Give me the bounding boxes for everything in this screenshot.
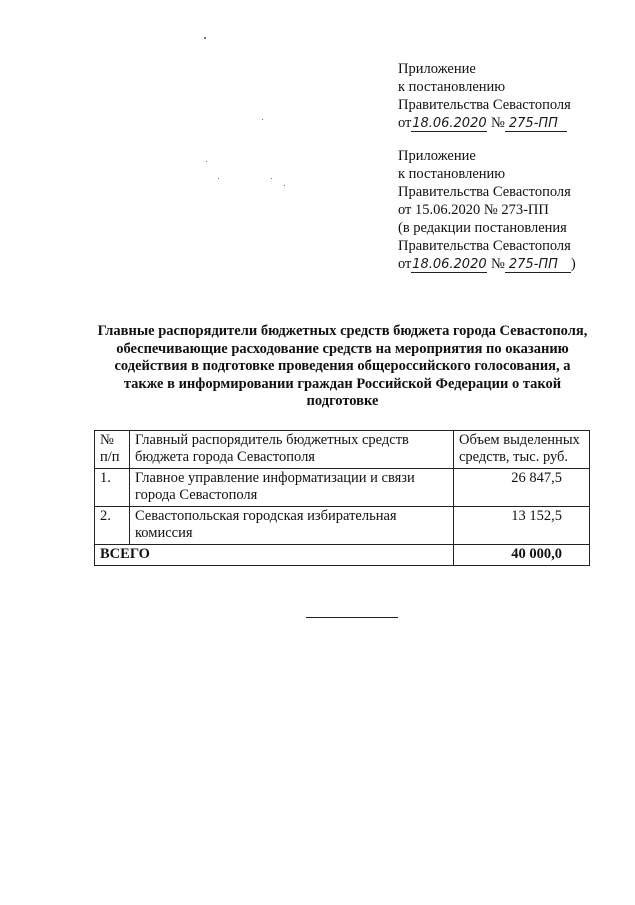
row-amount: 26 847,5 xyxy=(454,469,590,507)
table-row xyxy=(95,469,590,507)
column-header-number: № п/п xyxy=(95,431,130,469)
row-manager: Севастопольская городская избирательная комиссия xyxy=(130,507,454,545)
handwritten-date: 18.06.2020 xyxy=(412,116,487,131)
from-label: от xyxy=(398,256,412,272)
appendix-header-1 xyxy=(398,60,571,132)
table-total-row xyxy=(95,545,590,566)
revision-note: (в редакции постановления xyxy=(398,220,567,236)
appendix-ref-line: к постановлению xyxy=(398,79,506,95)
appendix-ref-line: к постановлению xyxy=(398,166,506,182)
row-number: 2. xyxy=(95,507,130,545)
appendix-authority: Правительства Севастополя xyxy=(398,184,571,200)
scan-speck xyxy=(206,161,207,162)
column-header-amount: Объем выделенных средств, тыс. руб. xyxy=(454,431,590,469)
appendix-date-line xyxy=(398,255,576,273)
table-header-row xyxy=(95,431,590,469)
scan-speck xyxy=(284,185,285,186)
handwritten-date: 18.06.2020 xyxy=(412,257,487,272)
table-row xyxy=(95,507,590,545)
document-title: Главные распорядители бюджетных средств бюджета города Севастополя, обеспечивающие расходование средств на мероприятия по оказанию содействия в подготовке проведения общероссийского голосования, а также в информировании граждан Российской Федерации о такой подготовке xyxy=(97,323,588,409)
row-number: 1. xyxy=(95,469,130,507)
closing-rule xyxy=(306,617,398,618)
appendix-label: Приложение xyxy=(398,148,476,164)
scan-speck xyxy=(271,178,272,179)
appendix-authority: Правительства Севастополя xyxy=(398,97,571,113)
total-label: ВСЕГО xyxy=(95,545,454,566)
total-amount: 40 000,0 xyxy=(454,545,590,566)
appendix-date-line xyxy=(398,114,571,132)
column-header-manager: Главный распорядитель бюджетных средств бюджета города Севастополя xyxy=(130,431,454,469)
scan-speck xyxy=(262,119,263,120)
number-sign: № xyxy=(491,115,505,131)
closing-paren: ) xyxy=(570,256,576,272)
scan-speck xyxy=(204,37,206,39)
handwritten-number: 275-ПП xyxy=(505,258,571,273)
row-manager: Главное управление информатизации и связи города Севастополя xyxy=(130,469,454,507)
scan-speck xyxy=(218,178,219,179)
number-sign: № xyxy=(491,256,505,272)
appendix-label: Приложение xyxy=(398,61,476,77)
original-resolution-line: от 15.06.2020 № 273-ПП xyxy=(398,202,549,218)
from-label: от xyxy=(398,115,412,131)
row-amount: 13 152,5 xyxy=(454,507,590,545)
revision-authority: Правительства Севастополя xyxy=(398,238,571,254)
budget-table xyxy=(94,430,590,566)
handwritten-number: 275-ПП xyxy=(505,117,567,132)
appendix-header-2 xyxy=(398,147,576,273)
